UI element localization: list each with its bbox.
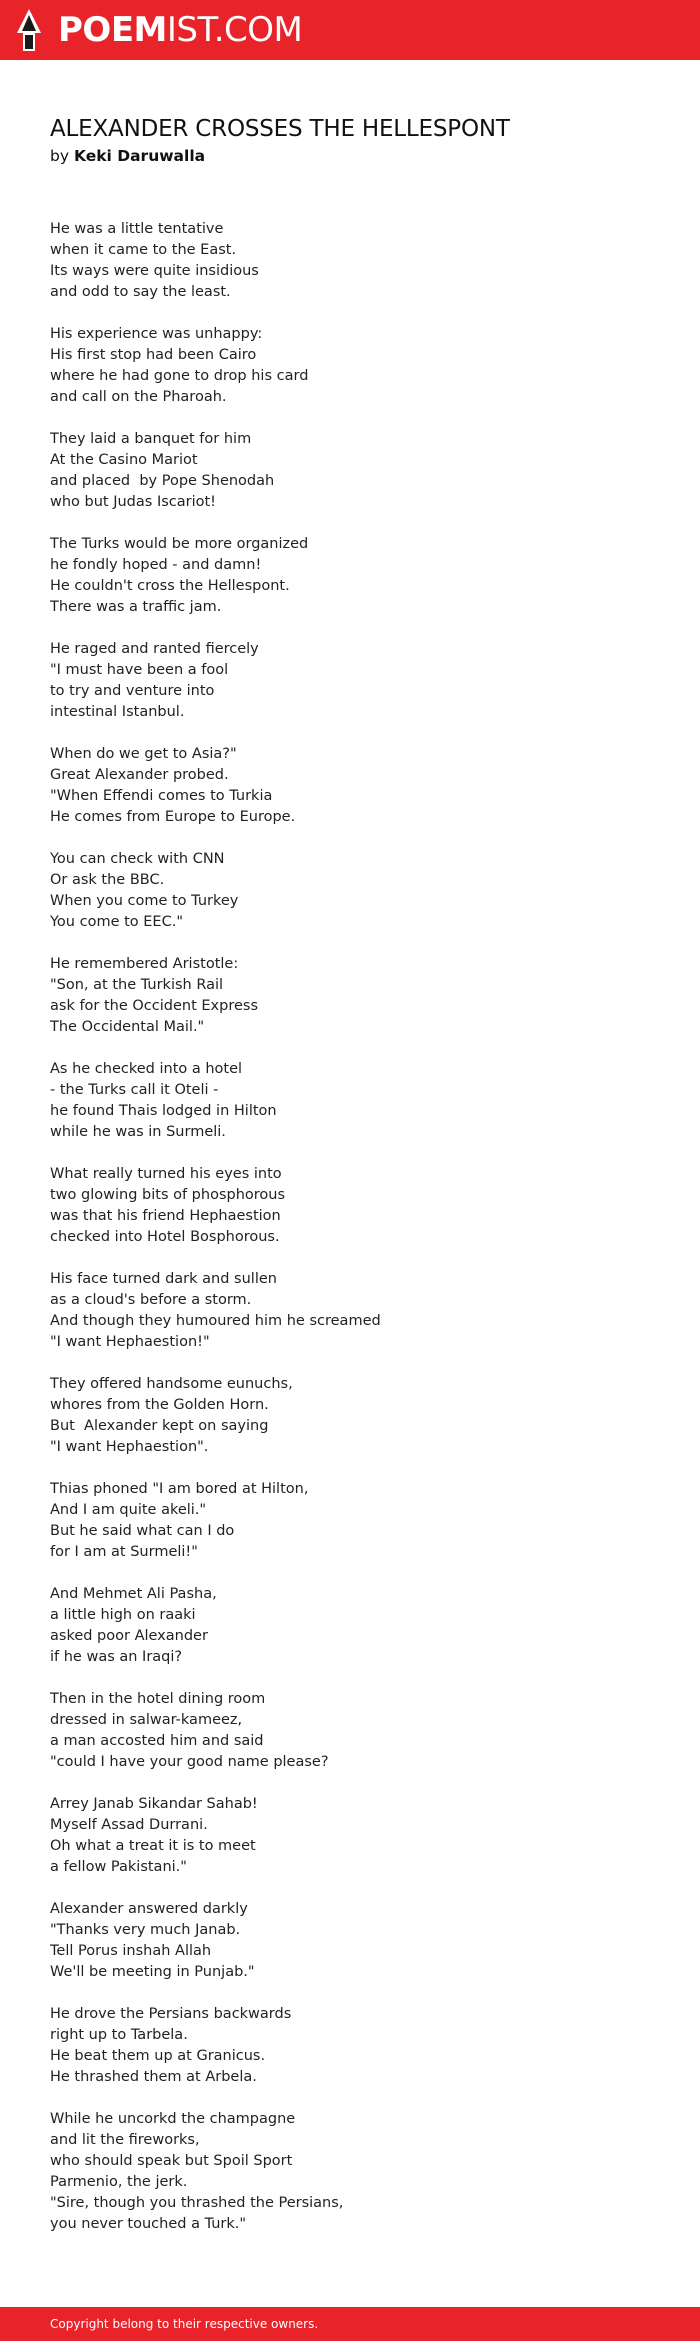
poem-line: His experience was unhappy: — [50, 326, 263, 342]
poem-byline — [50, 147, 205, 165]
poem-line: "When Effendi comes to Turkia — [50, 788, 273, 804]
poem-line: "I want Hephaestion!" — [50, 1334, 210, 1350]
poem-title: ALEXANDER CROSSES THE HELLESPONT — [50, 116, 510, 142]
poem-line: His face turned dark and sullen — [50, 1271, 277, 1287]
poem-line: "I want Hephaestion". — [50, 1439, 209, 1455]
poem-stanza — [50, 1164, 670, 1248]
poem-line: "Sire, though you thrashed the Persians, — [50, 2195, 344, 2211]
site-logo-text — [58, 10, 303, 50]
poem-line: He drove the Persians backwards — [50, 2006, 292, 2022]
poem-line: Tell Porus inshah Allah — [50, 1943, 212, 1959]
poem-line: At the Casino Mariot — [50, 452, 198, 468]
poem-line: The Turks would be more organized — [50, 536, 309, 552]
poem-body — [50, 219, 670, 2256]
poem-line: you never touched a Turk." — [50, 2216, 247, 2232]
poem-line: Parmenio, the jerk. — [50, 2174, 188, 2190]
poem-line: Oh what a treat it is to meet — [50, 1838, 256, 1854]
poem-line: a fellow Pakistani." — [50, 1859, 187, 1875]
poem-stanza — [50, 1479, 670, 1563]
poem-stanza — [50, 1059, 670, 1143]
poem-stanza — [50, 324, 670, 408]
poem-line: "I must have been a fool — [50, 662, 229, 678]
poem-line: He was a little tentative — [50, 221, 224, 237]
poem-line: checked into Hotel Bosphorous. — [50, 1229, 280, 1245]
poem-line: and placed by Pope Shenodah — [50, 473, 275, 489]
poem-line: We'll be meeting in Punjab." — [50, 1964, 255, 1980]
poem-line: There was a traffic jam. — [50, 599, 222, 615]
poem-line: While he uncorkd the champagne — [50, 2111, 296, 2127]
poem-stanza — [50, 219, 670, 303]
poem-line: he found Thais lodged in Hilton — [50, 1103, 277, 1119]
poem-stanza — [50, 1269, 670, 1353]
poem-line: Thias phoned "I am bored at Hilton, — [50, 1481, 309, 1497]
poem-stanza — [50, 2109, 670, 2235]
poem-line: intestinal Istanbul. — [50, 704, 185, 720]
poem-stanza — [50, 2004, 670, 2088]
poem-line: asked poor Alexander — [50, 1628, 208, 1644]
poem-stanza — [50, 1899, 670, 1983]
poem-line: for I am at Surmeli!" — [50, 1544, 198, 1560]
copyright-notice: Copyright belong to their respective owners. — [50, 2317, 319, 2331]
poem-line: Great Alexander probed. — [50, 767, 229, 783]
poem-line: And though they humoured him he screamed — [50, 1313, 381, 1329]
poem-line: The Occidental Mail." — [50, 1019, 205, 1035]
poem-stanza — [50, 849, 670, 933]
poem-line: What really turned his eyes into — [50, 1166, 282, 1182]
poem-line: to try and venture into — [50, 683, 215, 699]
poem-line: Or ask the BBC. — [50, 872, 165, 888]
poem-line: Then in the hotel dining room — [50, 1691, 266, 1707]
poem-line: right up to Tarbela. — [50, 2027, 188, 2043]
poem-line: He beat them up at Granicus. — [50, 2048, 266, 2064]
poem-line: if he was an Iraqi? — [50, 1649, 183, 1665]
site-logo[interactable] — [16, 9, 302, 51]
poem-line: He remembered Aristotle: — [50, 956, 239, 972]
poem-line: "Son, at the Turkish Rail — [50, 977, 224, 993]
poem-line: He thrashed them at Arbela. — [50, 2069, 257, 2085]
poem-line: as a cloud's before a storm. — [50, 1292, 252, 1308]
poem-line: Myself Assad Durrani. — [50, 1817, 208, 1833]
poem-line: But he said what can I do — [50, 1523, 235, 1539]
site-footer — [0, 2307, 700, 2341]
poem-stanza — [50, 1584, 670, 1668]
poem-stanza — [50, 1689, 670, 1773]
logo-text-light: IST.COM — [166, 10, 303, 50]
poem-line: When do we get to Asia?" — [50, 746, 237, 762]
poem-line: when it came to the East. — [50, 242, 237, 258]
poem-line: His first stop had been Cairo — [50, 347, 257, 363]
poem-line: was that his friend Hephaestion — [50, 1208, 281, 1224]
poem-line: "Thanks very much Janab. — [50, 1922, 241, 1938]
poem-line: As he checked into a hotel — [50, 1061, 243, 1077]
poem-stanza — [50, 534, 670, 618]
by-label: by — [50, 147, 70, 165]
poem-line: But Alexander kept on saying — [50, 1418, 269, 1434]
poem-line: They laid a banquet for him — [50, 431, 252, 447]
poem-stanza — [50, 639, 670, 723]
quill-pen-icon — [16, 9, 42, 51]
poem-stanza — [50, 1374, 670, 1458]
poem-line: He couldn't cross the Hellespont. — [50, 578, 290, 594]
poem-line: who should speak but Spoil Sport — [50, 2153, 293, 2169]
poem-line: When you come to Turkey — [50, 893, 239, 909]
logo-text-bold: POEM — [58, 10, 167, 50]
poem-line: two glowing bits of phosphorous — [50, 1187, 286, 1203]
poem-line: and lit the fireworks, — [50, 2132, 200, 2148]
poem-line: while he was in Surmeli. — [50, 1124, 226, 1140]
poem-line: You come to EEC." — [50, 914, 183, 930]
poem-line: he fondly hoped - and damn! — [50, 557, 262, 573]
poem-line: He comes from Europe to Europe. — [50, 809, 296, 825]
poem-line: He raged and ranted fiercely — [50, 641, 259, 657]
poem-line: and odd to say the least. — [50, 284, 231, 300]
poem-line: a little high on raaki — [50, 1607, 196, 1623]
poem-stanza — [50, 429, 670, 513]
poem-stanza — [50, 1794, 670, 1878]
poem-line: Its ways were quite insidious — [50, 263, 259, 279]
poem-line: ask for the Occident Express — [50, 998, 259, 1014]
author-name[interactable]: Keki Daruwalla — [73, 147, 206, 165]
poem-stanza — [50, 744, 670, 828]
site-header — [0, 0, 700, 60]
poem-line: You can check with CNN — [50, 851, 225, 867]
poem-line: "could I have your good name please? — [50, 1754, 329, 1770]
poem-stanza — [50, 954, 670, 1038]
poem-line: Arrey Janab Sikandar Sahab! — [50, 1796, 258, 1812]
poem-line: a man accosted him and said — [50, 1733, 264, 1749]
poem-line: who but Judas Iscariot! — [50, 494, 216, 510]
poem-line: - the Turks call it Oteli - — [50, 1082, 219, 1098]
poem-line: Alexander answered darkly — [50, 1901, 248, 1917]
poem-line: whores from the Golden Horn. — [50, 1397, 269, 1413]
poem-line: and call on the Pharoah. — [50, 389, 227, 405]
poem-line: They offered handsome eunuchs, — [50, 1376, 293, 1392]
poem-line: where he had gone to drop his card — [50, 368, 309, 384]
poem-line: And Mehmet Ali Pasha, — [50, 1586, 217, 1602]
poem-line: And I am quite akeli." — [50, 1502, 207, 1518]
poem-line: dressed in salwar-kameez, — [50, 1712, 243, 1728]
